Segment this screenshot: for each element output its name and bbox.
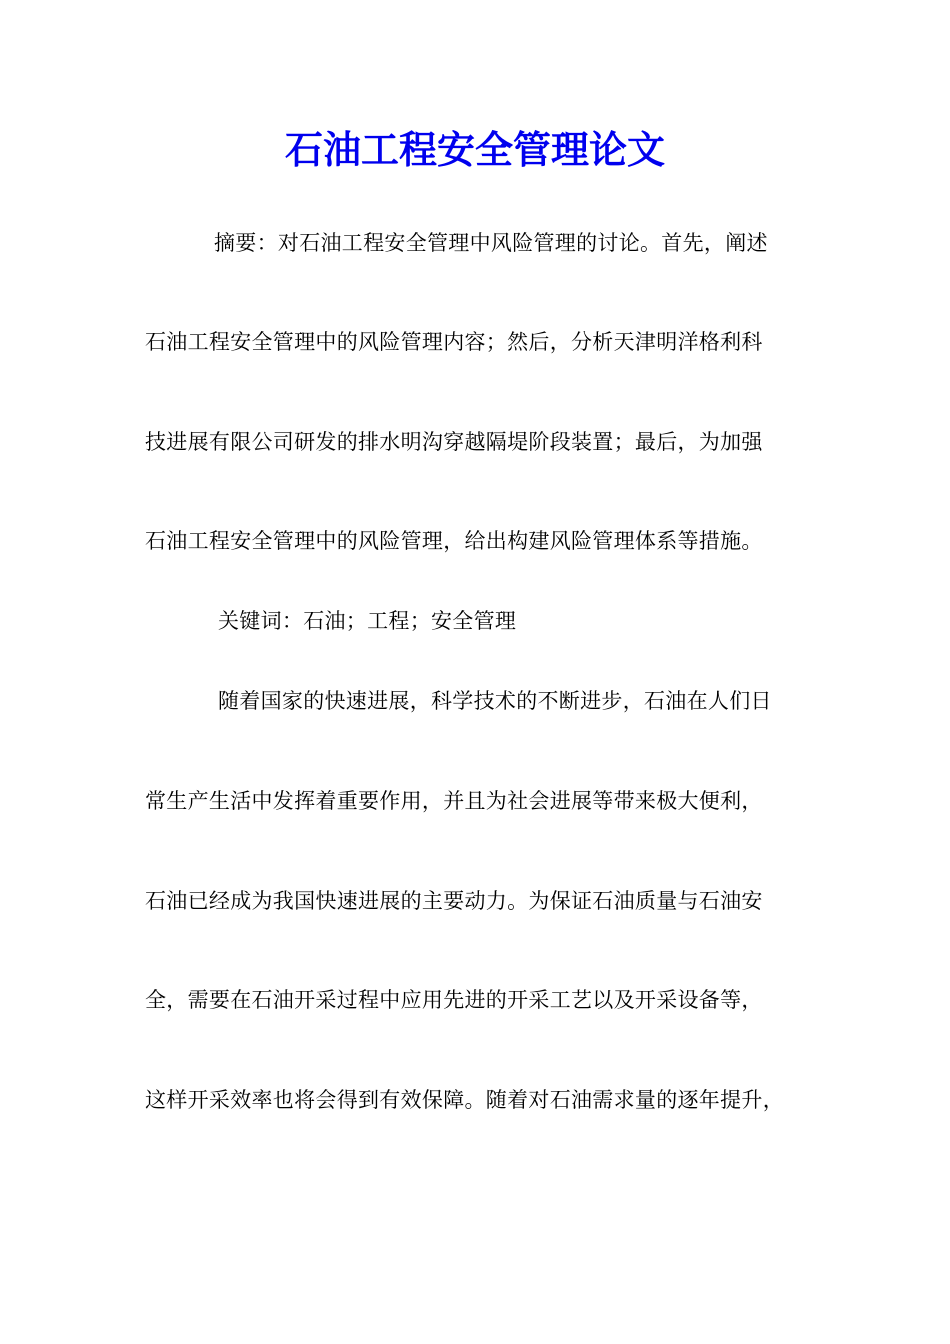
body-line-2: 常生产生活中发挥着重要作用，并且为社会进展等带来极大便利， [145, 789, 763, 813]
abstract-line-3: 技进展有限公司研发的排水明沟穿越隔堤阶段装置；最后，为加强 [145, 430, 763, 454]
keywords-line: 关键词：石油；工程；安全管理 [218, 609, 517, 633]
document-title: 石油工程安全管理论文 [284, 127, 665, 172]
abstract-line-4: 石油工程安全管理中的风险管理，给出构建风险管理体系等措施。 [145, 529, 763, 553]
abstract-line-1: 摘要：对石油工程安全管理中风险管理的讨论。首先，阐述 [214, 231, 768, 255]
body-line-4: 全，需要在石油开采过程中应用先进的开采工艺以及开采设备等， [145, 988, 763, 1012]
body-line-3: 石油已经成为我国快速进展的主要动力。为保证石油质量与石油安 [145, 889, 763, 913]
body-line-5: 这样开采效率也将会得到有效保障。随着对石油需求量的逐年提升， [145, 1088, 784, 1112]
body-line-1: 随着国家的快速进展，科学技术的不断进步，石油在人们日 [218, 689, 772, 713]
abstract-line-2: 石油工程安全管理中的风险管理内容；然后，分析天津明洋格利科 [145, 330, 763, 354]
